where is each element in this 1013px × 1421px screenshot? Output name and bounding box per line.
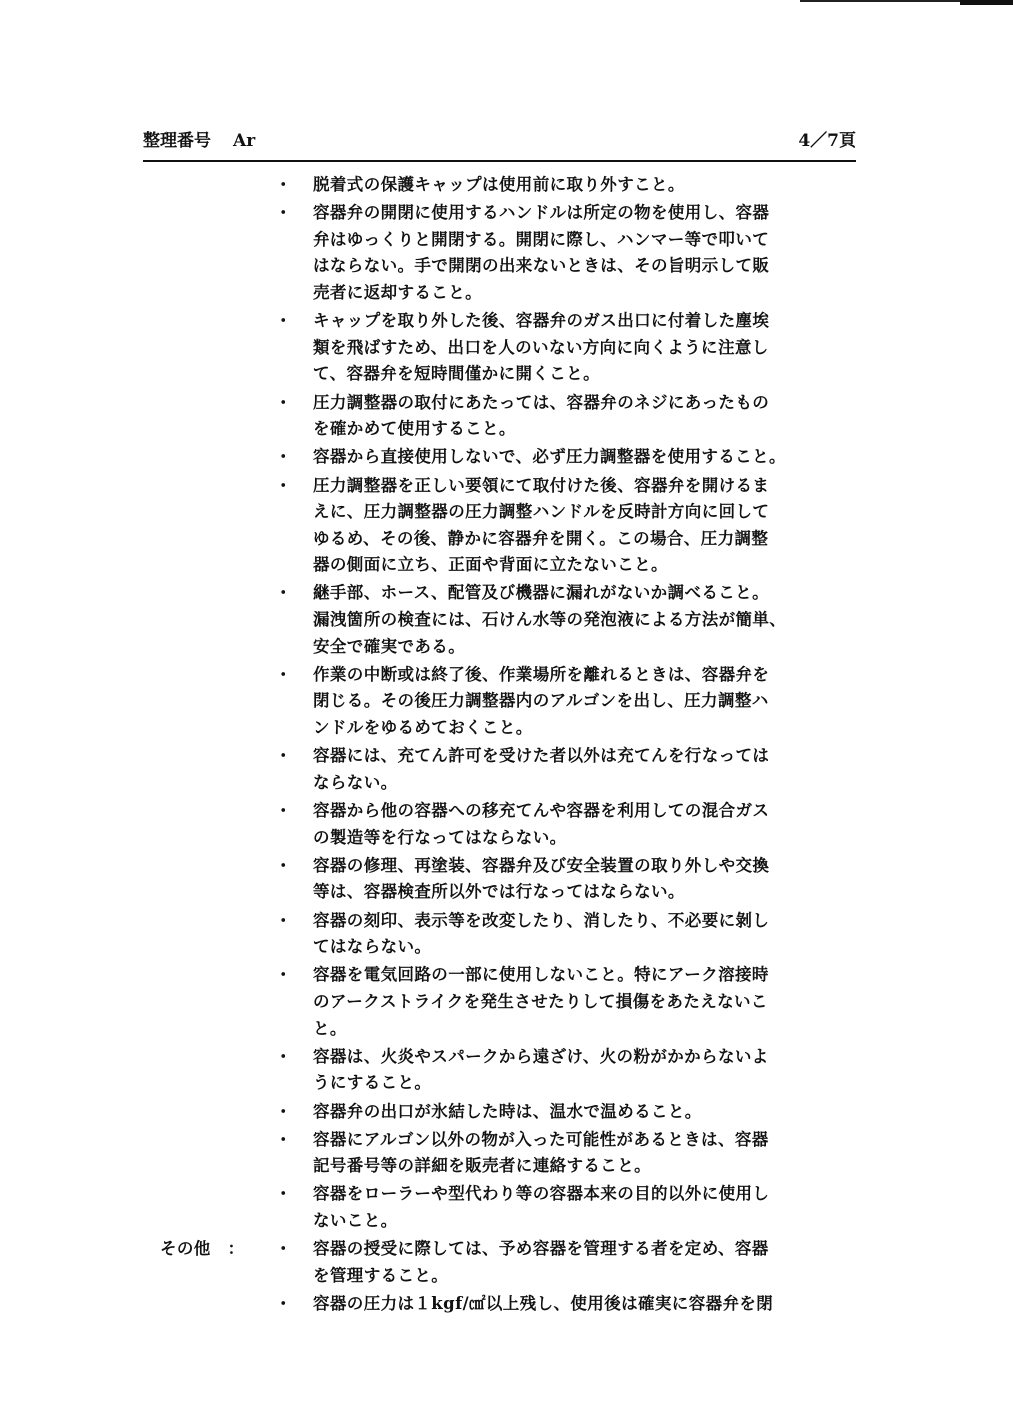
item-text-line: 容器の修理、再塗装、容器弁及び安全装置の取り外しや交換 xyxy=(313,855,770,875)
item-text-line: 容器は、火炎やスパークから遠ざけ、火の粉がかからないよ xyxy=(313,1046,769,1066)
item-text-line: のアークストライクを発生させたりして損傷をあたえないこ xyxy=(313,991,768,1011)
bullet-icon: ・ xyxy=(275,392,292,412)
header-divider xyxy=(143,160,856,162)
item-text-line: 容器の刻印、表示等を改変したり、消したり、不必要に剝し xyxy=(313,910,770,930)
bullet-icon: ・ xyxy=(275,1184,292,1204)
page-number: 4／7頁 xyxy=(798,131,856,151)
item-text-line: ならない。 xyxy=(313,772,398,792)
list-item xyxy=(160,1291,870,1318)
bullet-icon: ・ xyxy=(275,1294,292,1314)
item-text-line: 容器を電気回路の一部に使用しないこと。特にアーク溶接時 xyxy=(313,965,769,985)
item-text-line: 安全で確実である。 xyxy=(313,636,466,656)
item-text-line: キャップを取り外した後、容器弁のガス出口に付着した塵埃 xyxy=(313,311,770,331)
item-text-line: 記号番号等の詳細を販売者に連絡すること。 xyxy=(313,1156,651,1176)
bullet-icon: ・ xyxy=(275,475,292,495)
item-text-line: 脱着式の保護キャップは使用前に取り外すこと。 xyxy=(313,175,685,194)
section-label-other: その他 ： xyxy=(160,1239,245,1259)
item-text-line: うにすること。 xyxy=(313,1073,432,1093)
reference-number xyxy=(143,126,255,151)
list-item xyxy=(160,444,870,471)
item-text-line: 売者に返却すること。 xyxy=(313,282,482,302)
item-text-line: ないこと。 xyxy=(313,1211,398,1231)
reference-number-code: Ar xyxy=(233,131,256,151)
item-text-line: 容器には、充てん許可を受けた者以外は充てんを行なっては xyxy=(313,746,770,766)
item-text-line: 類を飛ばすため、出口を人のいない方向に向くように注意し xyxy=(313,337,769,357)
item-text-line: 継手部、ホース、配管及び機器に漏れがないか調べること。 xyxy=(313,583,769,603)
bullet-icon: ・ xyxy=(275,910,292,930)
bullet-icon: ・ xyxy=(275,583,292,603)
list-item xyxy=(160,390,870,443)
bullet-icon: ・ xyxy=(275,1046,292,1066)
bullet-icon: ・ xyxy=(275,855,292,875)
item-text-line: 容器から直接使用しないで、必ず圧力調整器を使用すること。 xyxy=(313,447,786,467)
item-text-line: を確かめて使用すること。 xyxy=(313,419,516,439)
bullet-icon: ・ xyxy=(275,175,292,194)
item-text-line: 圧力調整器を正しい要領にて取付けた後、容器弁を開けるま xyxy=(313,475,770,495)
page-header xyxy=(143,126,856,160)
item-text-line: 圧力調整器の取付にあたっては、容器弁のネジにあったもの xyxy=(313,392,770,412)
list-item xyxy=(160,308,870,388)
item-text-line: の製造等を行なってはならない。 xyxy=(313,827,567,847)
top-edge-mark xyxy=(960,0,1013,5)
list-item xyxy=(160,1044,870,1097)
item-text-line: ゆるめ、その後、静かに容器弁を開く。この場合、圧力調整 xyxy=(313,528,769,548)
item-text-line: ンドルをゆるめておくこと。 xyxy=(313,718,533,738)
list-item xyxy=(160,580,870,660)
list-item xyxy=(160,908,870,961)
list-item xyxy=(160,1236,870,1289)
list-item xyxy=(160,962,870,1042)
bullet-icon: ・ xyxy=(275,311,292,331)
bullet-icon: ・ xyxy=(275,447,292,467)
list-item xyxy=(160,1099,870,1126)
item-text-line: 漏洩箇所の検査には、石けん水等の発泡液による方法が簡単、 xyxy=(313,610,787,630)
item-text-line: 作業の中断或は終了後、作業場所を離れるときは、容器弁を xyxy=(313,664,770,684)
item-text-line: 容器の圧力は１kgf/㎠以上残し、使用後は確実に容器弁を閉 xyxy=(313,1294,774,1314)
bullet-icon: ・ xyxy=(275,664,292,684)
item-text-line: 容器をローラーや型代わり等の容器本来の目的以外に使用し xyxy=(313,1184,770,1204)
item-text-line: 閉じる。その後圧力調整器内のアルゴンを出し、圧力調整ハ xyxy=(313,691,769,711)
list-item xyxy=(160,172,870,199)
list-item xyxy=(160,200,870,306)
item-text-line: 容器の授受に際しては、予め容器を管理する者を定め、容器 xyxy=(313,1239,769,1259)
reference-number-label: 整理番号 xyxy=(143,131,211,151)
list-item xyxy=(160,798,870,851)
item-text-line: 弁はゆっくりと開閉する。開閉に際し、ハンマー等で叩いて xyxy=(313,229,770,249)
item-text-line: 容器から他の容器への移充てんや容器を利用しての混合ガス xyxy=(313,801,770,820)
document-body xyxy=(160,172,870,1319)
bullet-icon: ・ xyxy=(275,1129,292,1149)
item-text-line: 器の側面に立ち、正面や背面に立たないこと。 xyxy=(313,555,668,575)
item-text-line: 等は、容器検査所以外では行なってはならない。 xyxy=(313,882,685,902)
bullet-icon: ・ xyxy=(275,746,292,766)
item-text-line: と。 xyxy=(313,1018,347,1038)
list-item xyxy=(160,1127,870,1180)
list-item xyxy=(160,1181,870,1234)
list-item xyxy=(160,473,870,579)
item-text-line: 容器弁の出口が氷結した時は、温水で温めること。 xyxy=(313,1101,702,1121)
bullet-icon: ・ xyxy=(275,965,292,985)
bullet-icon: ・ xyxy=(275,1239,292,1259)
bullet-icon: ・ xyxy=(275,1101,292,1121)
item-text-line: てはならない。 xyxy=(313,937,432,957)
bullet-icon: ・ xyxy=(275,801,292,820)
item-text-line: 容器にアルゴン以外の物が入った可能性があるときは、容器 xyxy=(313,1129,769,1149)
item-text-line: て、容器弁を短時間僅かに開くこと。 xyxy=(313,364,600,384)
item-text-line: えに、圧力調整器の圧力調整ハンドルを反時計方向に回して xyxy=(313,502,770,522)
bullet-icon: ・ xyxy=(275,203,292,223)
list-item xyxy=(160,662,870,742)
item-text-line: 容器弁の開閉に使用するハンドルは所定の物を使用し、容器 xyxy=(313,203,770,223)
list-item xyxy=(160,743,870,796)
list-item xyxy=(160,853,870,906)
item-text-line: はならない。手で開閉の出来ないときは、その旨明示して販 xyxy=(313,256,770,276)
item-text-line: を管理すること。 xyxy=(313,1265,449,1285)
